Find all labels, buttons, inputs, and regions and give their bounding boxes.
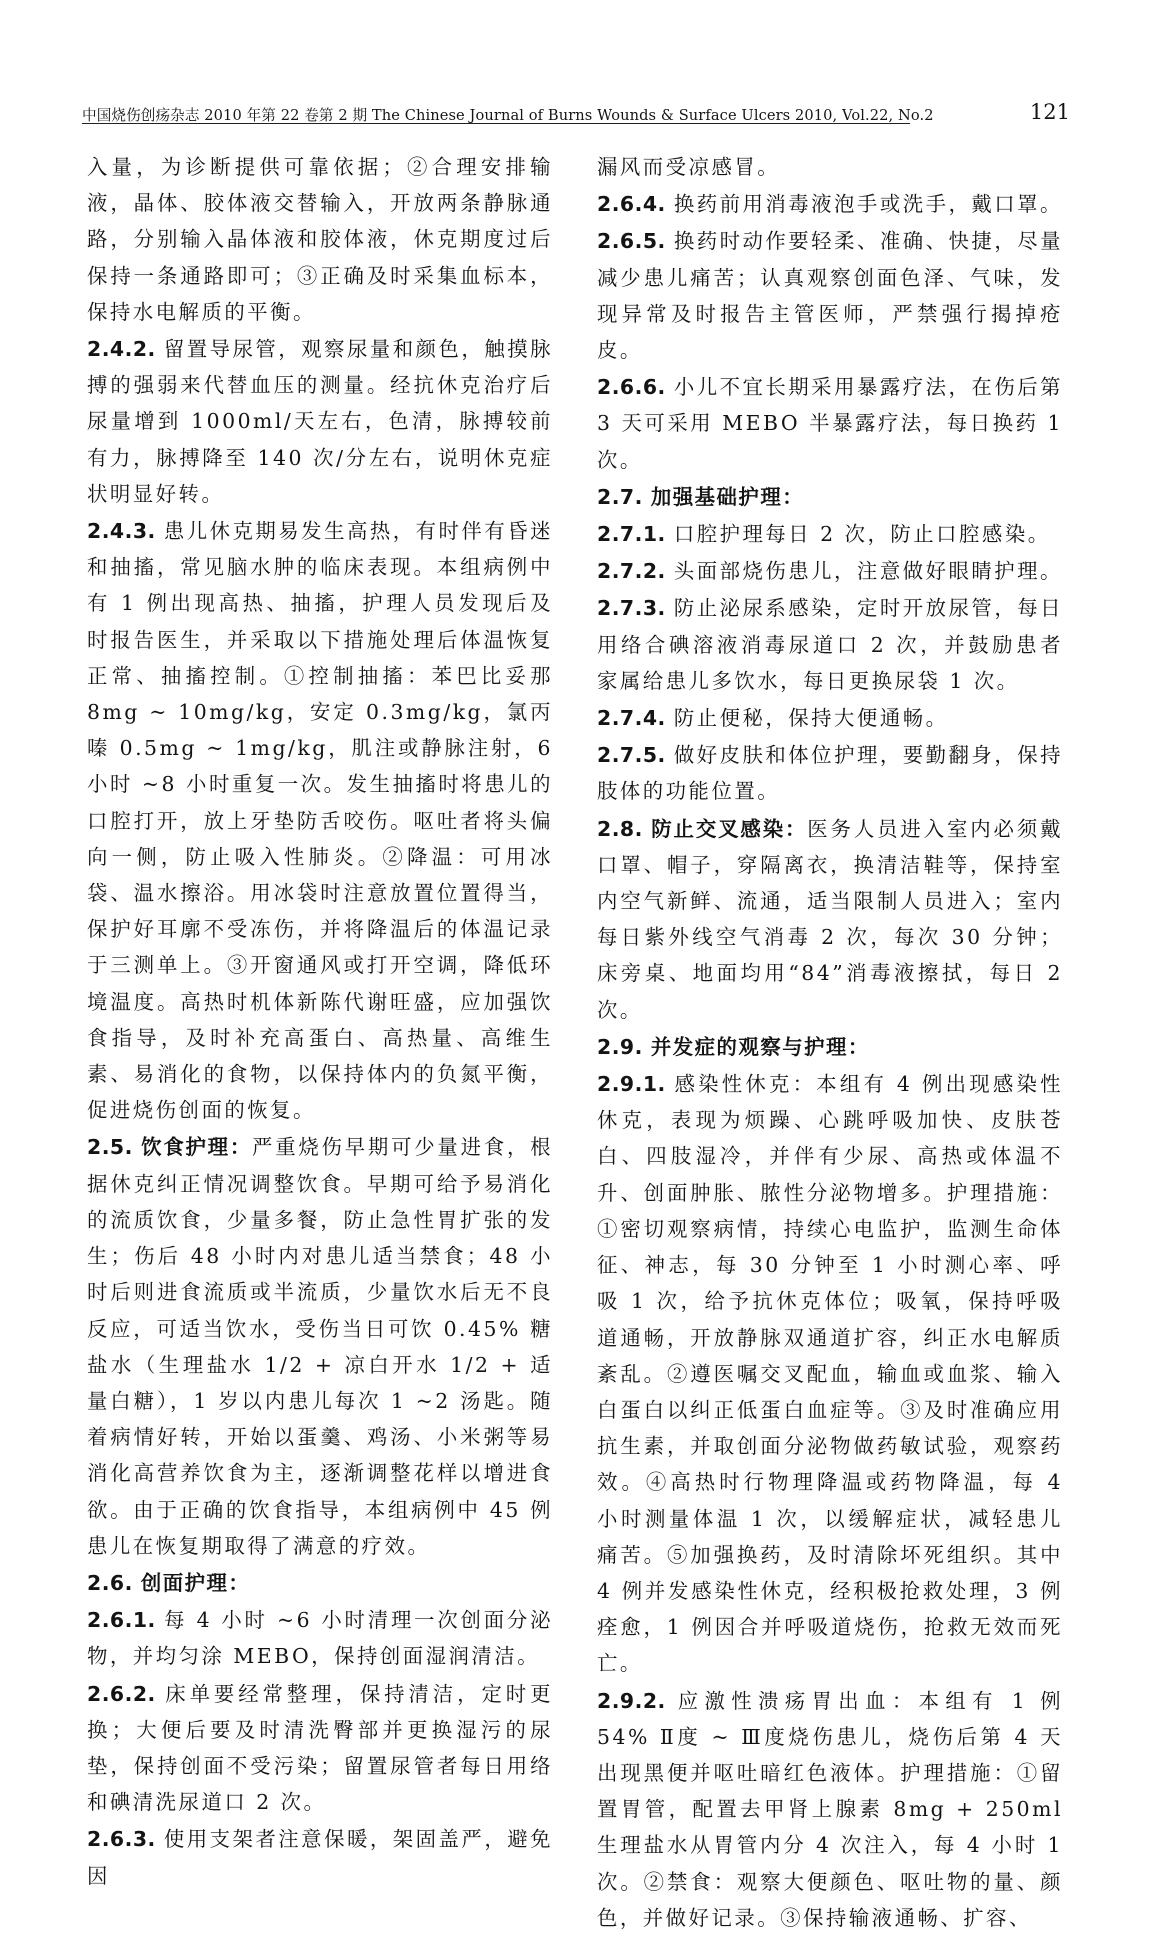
paragraph xyxy=(597,516,1063,552)
paragraph-text: 防止泌尿系感染，定时开放尿管，每日用络合碘溶液消毒尿道口 2 次，并鼓励患者家属给患儿多饮水，每日更换尿袋 1 次。 xyxy=(597,596,1063,693)
section-number: 2.6.5. xyxy=(597,229,666,254)
section-title: 饮食护理： xyxy=(140,1135,253,1160)
paragraph-text: 防止便秘，保持大便通畅。 xyxy=(673,706,949,731)
paragraph-text: 入量，为诊断提供可靠依据；②合理安排输液，晶体、胶体液交替输入，开放两条静脉通路，分别输入晶体液和胶体液，休克期度过后保持一条通路即可；③正确及时采集血标本，保持水电解质的平衡。 xyxy=(87,155,553,324)
paragraph-text: 应激性溃疡胃出血：本组有 1 例 54% Ⅱ度 ~ Ⅲ度烧伤患儿，烧伤后第 4 天出现黑便并呕吐暗红色液体。护理措施：①留置胃管，配置去甲肾上腺素 8mg + 250ml 生理盐水从胃管内分 4 次注入，每 4 小时 1 次。②禁食：观察大便颜色、呕吐物的量、颜色，并做好记录。③保持输液通畅、扩容、 xyxy=(597,1688,1063,1930)
paragraph xyxy=(597,700,1063,736)
paragraph-text: 感染性休克：本组有 4 例出现感染性休克，表现为烦躁、心跳呼吸加快、皮肤苍白、四肢湿冷，并伴有少尿、高热或体温不升、创面肿胀、脓性分泌物增多。护理措施：①密切观察病情，持续心电监护，监测生命体征、神志，每 30 分钟至 1 小时测心率、呼吸 1 次，给予抗休克体位；吸氧，保持呼吸道通畅，开放静脉双通道扩容，纠正水电解质紊乱。②遵医嘱交叉配血，输血或血浆、输入白蛋白以纠正低蛋白血症等。③及时准确应用抗生素，并取创面分泌物做药敏试验，观察药效。④高热时行物理降温或药物降温，每 4 小时测量体温 1 次，以缓解症状，减轻患儿痛苦。⑤加强换药，及时清除坏死组织。其中 4 例并发感染性休克，经积极抢救处理，3 例痊愈，1 例因合并呼吸道烧伤，抢救无效而死亡。 xyxy=(597,1072,1063,1676)
section-number: 2.7.1. xyxy=(597,522,666,547)
paragraph xyxy=(597,737,1063,809)
section-number: 2.7.2. xyxy=(597,559,666,584)
section-number: 2.4.3. xyxy=(87,519,156,544)
section-number: 2.9. xyxy=(597,1034,643,1059)
paragraph xyxy=(87,331,553,512)
paragraph-text: 漏风而受凉感冒。 xyxy=(597,155,781,179)
section-number: 2.5. xyxy=(87,1135,133,1160)
paragraph xyxy=(597,149,1063,185)
paragraph-text: 患儿休克期易发生高热，有时伴有昏迷和抽搐，常见脑水肿的临床表现。本组病例中有 1 例出现高热、抽搐，护理人员发现后及时报告医生，并采取以下措施处理后体温恢复正常、抽搐控制。①控制抽搐：苯巴比妥那 8mg ~ 10mg/kg，安定 0.3mg/kg，氯丙嗪 0.5mg ~ 1mg/kg，肌注或静脉注射，6 小时 ~8 小时重复一次。发生抽搐时将患儿的口腔打开，放上牙垫防舌咬伤。呕吐者将头偏向一侧，防止吸入性肺炎。②降温：可用冰袋、温水擦浴。用冰袋时注意放置位置得当，保护好耳廓不受冻伤，并将降温后的体温记录于三测单上。③开窗通风或打开空调，降低环境温度。高热时机体新陈代谢旺盛，应加强饮食指导，及时补充高蛋白、高热量、高维生素、易消化的食物，以保持体内的负氮平衡，促进烧伤创面的恢复。 xyxy=(87,519,553,1123)
paragraph xyxy=(597,186,1063,222)
paragraph xyxy=(597,1066,1063,1681)
paragraph-text: 床单要经常整理，保持清洁，定时更换；大便后要及时清洗臀部并更换湿污的尿垫，保持创面不受污染；留置尿管者每日用络和碘清洗尿道口 2 次。 xyxy=(87,1681,553,1815)
section-number: 2.4.2. xyxy=(87,337,156,362)
section-number: 2.6.4. xyxy=(597,192,666,217)
paragraph-text: 每 4 小时 ~6 小时清理一次创面分泌物，并均匀涂 MEBO，保持创面湿润清洁。 xyxy=(87,1608,553,1669)
paragraph xyxy=(597,1029,1063,1065)
right-column xyxy=(597,149,1063,1937)
section-number: 2.7. xyxy=(597,484,643,509)
paragraph-text: 使用支架者注意保暖，架固盖严，避免因 xyxy=(87,1827,553,1888)
paragraph-text: 口腔护理每日 2 次，防止口腔感染。 xyxy=(673,522,1051,547)
paragraph xyxy=(87,1821,553,1893)
page-number: 121 xyxy=(1029,100,1070,124)
paragraph xyxy=(87,1565,553,1601)
paragraph xyxy=(597,369,1063,478)
running-header xyxy=(82,100,1084,130)
section-number: 2.6.1. xyxy=(87,1608,156,1633)
paragraph-text: 换药前用消毒液泡手或洗手，戴口罩。 xyxy=(673,192,1063,217)
paragraph xyxy=(87,513,553,1128)
journal-citation: 中国烧伤创疡杂志 2010 年第 22 卷第 2 期 The Chinese Journal of Burns Wounds & Surface Ulcers 2010, Vol.22, No.2 xyxy=(82,107,934,124)
paragraph xyxy=(597,590,1063,699)
section-title: 并发症的观察与护理： xyxy=(650,1034,870,1059)
paragraph xyxy=(87,1129,553,1563)
paragraph-text: 做好皮肤和体位护理，要勤翻身，保持肢体的功能位置。 xyxy=(597,743,1063,804)
section-number: 2.6.3. xyxy=(87,1827,156,1852)
paragraph xyxy=(597,479,1063,515)
paragraph xyxy=(597,1683,1063,1936)
paragraph xyxy=(597,811,1063,1028)
section-number: 2.9.2. xyxy=(597,1688,666,1713)
paragraph-text: 换药时动作要轻柔、准确、快捷，尽量减少患儿痛苦；认真观察创面色泽、气味，发现异常及时报告主管医师，严禁强行揭掉疮皮。 xyxy=(597,229,1063,363)
paragraph xyxy=(87,149,553,330)
section-title: 加强基础护理： xyxy=(650,484,805,509)
header-rule xyxy=(82,123,910,124)
paragraph-text: 留置导尿管，观察尿量和颜色，触摸脉搏的强弱来代替血压的测量。经抗休克治疗后尿量增到 1000ml/天左右，色清，脉搏较前有力，脉搏降至 140 次/分左右，说明休克症状明显好转。 xyxy=(87,337,553,506)
left-column xyxy=(87,149,553,1895)
section-number: 2.7.5. xyxy=(597,743,666,768)
paragraph-text: 头面部烧伤患儿，注意做好眼睛护理。 xyxy=(673,559,1063,584)
section-number: 2.7.4. xyxy=(597,706,666,731)
section-number: 2.9.1. xyxy=(597,1072,666,1097)
section-number: 2.6.6. xyxy=(597,375,666,400)
section-number: 2.6. xyxy=(87,1570,133,1595)
section-title: 防止交叉感染： xyxy=(650,816,808,841)
paragraph-text: 小儿不宜长期采用暴露疗法，在伤后第 3 天可采用 MEBO 半暴露疗法，每日换药 1 次。 xyxy=(597,375,1063,472)
section-number: 2.8. xyxy=(597,816,643,841)
paragraph xyxy=(597,553,1063,589)
section-number: 2.6.2. xyxy=(87,1681,156,1706)
paragraph xyxy=(87,1602,553,1674)
paragraph xyxy=(87,1676,553,1821)
section-title: 创面护理： xyxy=(140,1570,251,1595)
section-number: 2.7.3. xyxy=(597,596,666,621)
paragraph-text: 严重烧伤早期可少量进食，根据休克纠正情况调整饮食。早期可给予易消化的流质饮食，少量多餐，防止急性胃扩张的发生；伤后 48 小时内对患儿适当禁食；48 小时后则进食流质或半流质，少量饮水后无不良反应，可适当饮水，受伤当日可饮 0.45% 糖盐水（生理盐水 1/2 + 凉白开水 1/2 + 适量白糖），1 岁以内患儿每次 1 ~2 汤匙。随着病情好转，开始以蛋羹、鸡汤、小米粥等易消化高营养饮食为主，逐渐调整花样以增进食欲。由于正确的饮食指导，本组病例中 45 例患儿在恢复期取得了满意的疗效。 xyxy=(87,1135,554,1558)
paragraph-text: 医务人员进入室内必须戴口罩、帽子，穿隔离衣，换清洁鞋等，保持室内空气新鲜、流通，适当限制人员进入；室内每日紫外线空气消毒 2 次，每次 30 分钟；床旁桌、地面均用“84”消毒液擦拭，每日 2 次。 xyxy=(597,816,1064,1022)
paragraph xyxy=(597,223,1063,368)
